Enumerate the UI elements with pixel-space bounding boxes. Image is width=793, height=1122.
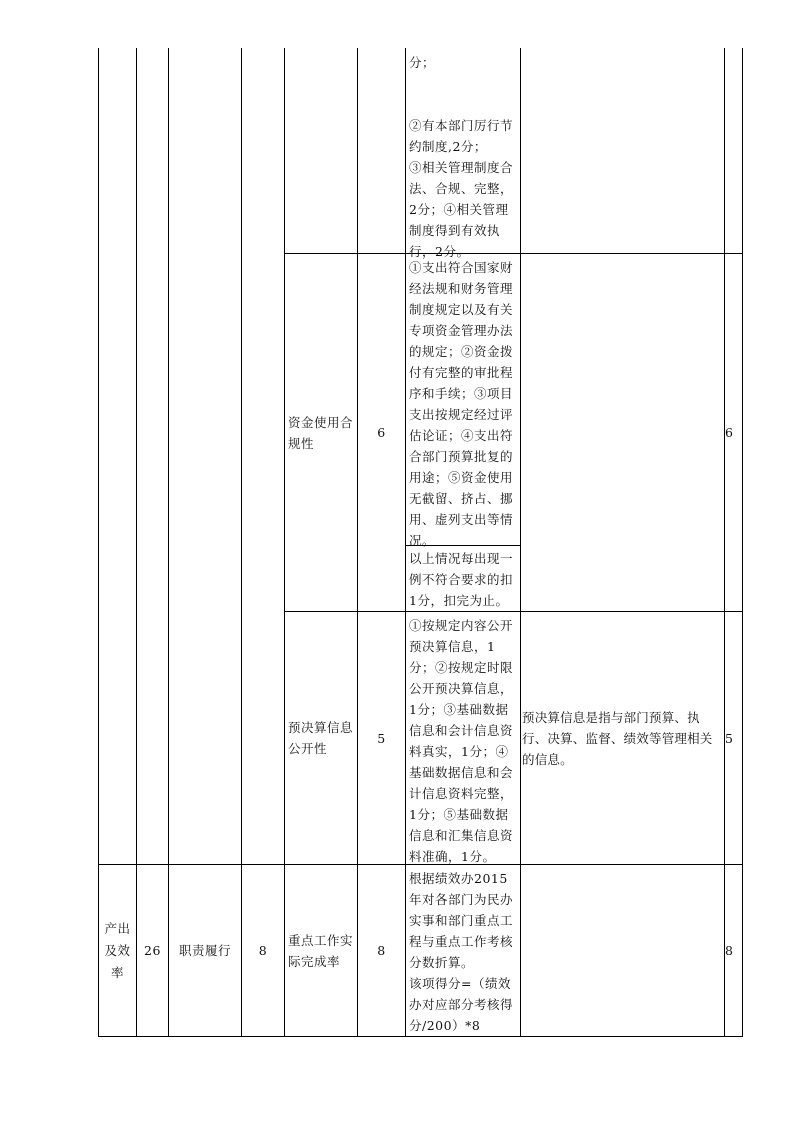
indicator-text: 资金使用合规性	[288, 414, 354, 451]
criteria-cell	[409, 868, 519, 1036]
score-text: 6	[725, 425, 734, 440]
grid-line	[98, 48, 99, 1037]
indicator-cell	[288, 612, 356, 864]
indicator-text: 重点工作实际完成率	[288, 932, 354, 969]
note-text: 预决算信息是指与部门预算、执行、决算、监督、绩效等管理相关的信息。	[522, 709, 713, 767]
deduction-text: 以上情况每出现一例不符合要求的扣1分，扣完为止。	[409, 551, 514, 608]
points-cell	[358, 254, 405, 611]
sub-category-text: 职责履行	[178, 943, 231, 958]
criteria-text: ①支出符合国家财经法规和财务管理制度规定以及有关专项资金管理办法的规定；②资金拨付有完整的审批程序和手续；③项目支出按规定经过评估论证；④支出符合部门预算批复的用途；⑤资金使用无截留、挤占、挪用、虚列支出等情况。	[409, 260, 514, 548]
indicator-cell	[288, 254, 356, 611]
sub-category-cell	[169, 865, 241, 1036]
sub-points-text: 8	[258, 943, 268, 958]
category-points-cell	[137, 865, 168, 1036]
category-points-text: 26	[144, 943, 161, 958]
criteria-text: ②有本部门厉行节约制度,2分；	[409, 118, 514, 154]
points-cell	[358, 865, 405, 1036]
sub-points-cell	[242, 865, 284, 1036]
criteria-cell	[409, 52, 519, 262]
points-text: 6	[377, 425, 386, 440]
grid-line	[284, 48, 285, 1037]
category-text: 产出及效率	[104, 920, 131, 980]
criteria-text: 根据绩效办2015年对各部门为民办实事和部门重点工程与重点工作考核分数折算。	[409, 871, 514, 970]
deduction-cell	[409, 548, 519, 611]
score-cell	[725, 254, 742, 611]
score-cell	[725, 865, 742, 1036]
grid-line	[520, 48, 521, 1037]
grid-line	[742, 48, 743, 1037]
category-cell	[104, 865, 131, 1036]
points-cell	[358, 612, 405, 864]
indicator-cell	[288, 865, 356, 1036]
score-text: 8	[725, 943, 734, 958]
criteria-cell	[409, 615, 519, 867]
indicator-text: 预决算信息公开性	[288, 720, 354, 756]
points-text: 8	[377, 943, 386, 958]
criteria-text: ①按规定内容公开预决算信息，1分；②按规定时限公开预决算信息，1分；③基础数据信息和会计信息资料真实，1分；④基础数据信息和会计信息资料完整，1分；⑤基础数据信息和汇集信息资料准确，1分。	[409, 618, 514, 864]
score-text: 5	[725, 730, 734, 746]
grid-line	[98, 1036, 743, 1037]
points-text: 5	[377, 730, 386, 746]
criteria-text: ③相关管理制度合法、合规、完整，2分；④相关管理制度得到有效执行，2分。	[409, 160, 514, 259]
score-cell	[725, 612, 742, 864]
grid-line	[405, 48, 406, 1037]
criteria-cell	[409, 257, 519, 551]
note-cell	[522, 612, 724, 864]
criteria-text: 分；	[409, 55, 436, 70]
criteria-text: 该项得分=（绩效办对应部分考核得分/200）*8	[409, 976, 514, 1033]
